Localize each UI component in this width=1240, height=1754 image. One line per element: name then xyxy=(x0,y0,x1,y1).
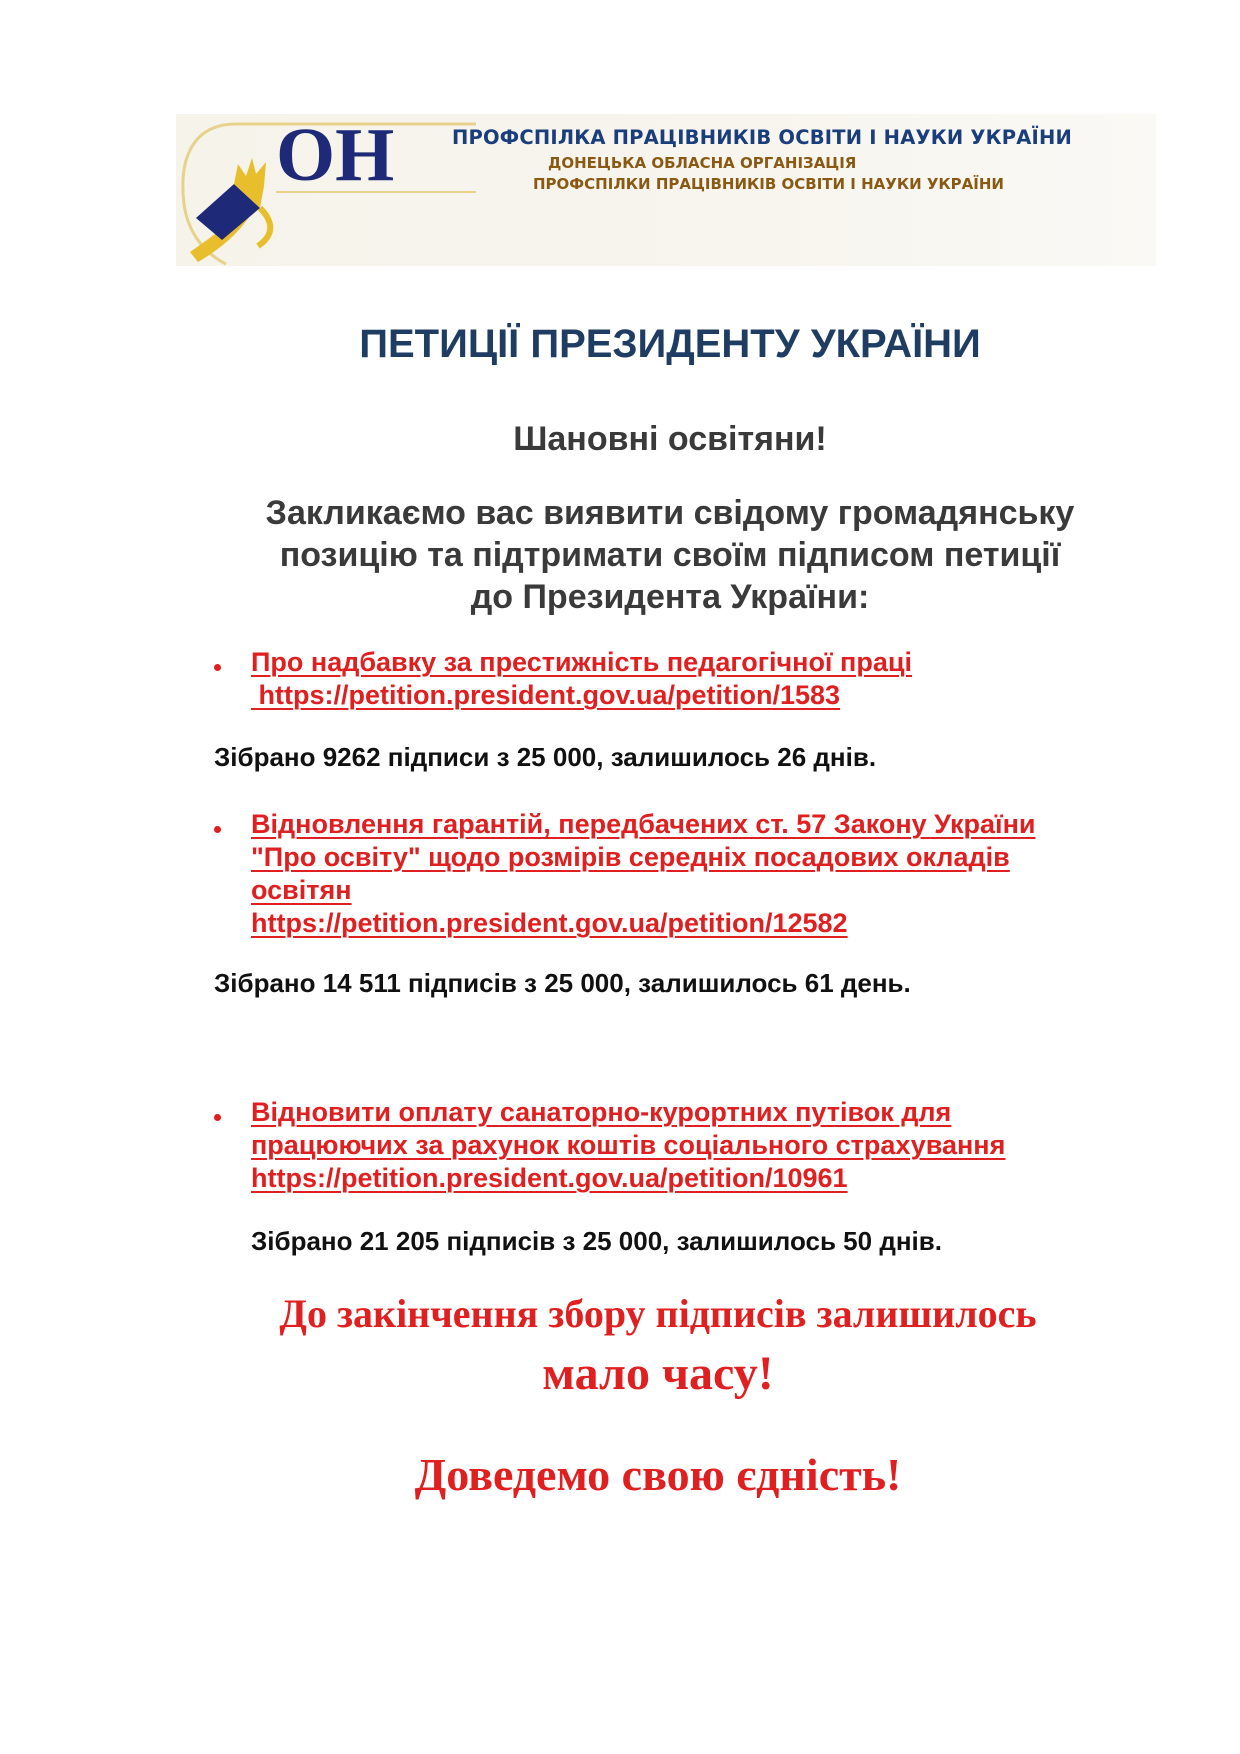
petition-title[interactable]: Відновити оплату санаторно-курортних путівок для xyxy=(251,1097,952,1127)
bullet-icon xyxy=(214,826,221,833)
appeal-line: позицію та підтримати своїм підписом петиції xyxy=(279,536,1061,574)
petition-title[interactable]: "Про освіту" щодо розмірів середніх посадових окладів xyxy=(251,842,1010,872)
closing-slogan: Доведемо свою єдність! xyxy=(414,1449,902,1500)
org-subdivision: ДОНЕЦЬКА ОБЛАСНА ОРГАНІЗАЦІЯ xyxy=(548,154,857,172)
petition-url[interactable]: https://petition.president.gov.ua/petition/1583 xyxy=(251,680,841,710)
petition-stat: Зібрано 9262 підписи з 25 000, залишилось 26 днів. xyxy=(214,742,877,772)
org-parent: ПРОФСПІЛКИ ПРАЦІВНИКІВ ОСВІТИ І НАУКИ УКРАЇНИ xyxy=(533,175,1004,193)
bullet-icon xyxy=(214,664,221,671)
petition-title[interactable]: Відновлення гарантій, передбачених ст. 57 Закону України xyxy=(251,809,1036,839)
greeting: Шановні освітяни! xyxy=(513,420,827,458)
org-name: ПРОФСПІЛКА ПРАЦІВНИКІВ ОСВІТИ І НАУКИ УКРАЇНИ xyxy=(452,126,1073,149)
petition-link[interactable] xyxy=(251,1096,1151,1195)
appeal-line: до Президента України: xyxy=(470,578,870,616)
petition-title[interactable]: працюючих за рахунок коштів соціального страхування xyxy=(251,1130,1006,1160)
closing-line: мало часу! xyxy=(542,1347,774,1400)
petition-link[interactable] xyxy=(251,808,1151,940)
org-header xyxy=(176,114,1156,266)
bullet-icon xyxy=(214,1114,221,1121)
appeal-line: Закликаємо вас виявити свідому громадянську xyxy=(265,494,1075,532)
petition-title[interactable]: освітян xyxy=(251,875,352,905)
petition-stat: Зібрано 14 511 підписів з 25 000, залишилось 61 день. xyxy=(214,968,911,998)
appeal-text xyxy=(190,492,1150,618)
petition-title[interactable]: Про надбавку за престижність педагогічної праці xyxy=(251,647,912,677)
petition-url[interactable]: https://petition.president.gov.ua/petition/10961 xyxy=(251,1163,848,1193)
union-logo xyxy=(176,114,476,266)
petition-link[interactable] xyxy=(251,646,1151,712)
petition-stat: Зібрано 21 205 підписів з 25 000, залишилось 50 днів. xyxy=(251,1226,942,1256)
page-title: ПЕТИЦІЇ ПРЕЗИДЕНТУ УКРАЇНИ xyxy=(359,322,981,366)
logo-text: ОН xyxy=(276,114,395,197)
closing-line: До закінчення збору підписів залишилось xyxy=(279,1291,1037,1336)
petition-url[interactable]: https://petition.president.gov.ua/petition/12582 xyxy=(251,908,848,938)
